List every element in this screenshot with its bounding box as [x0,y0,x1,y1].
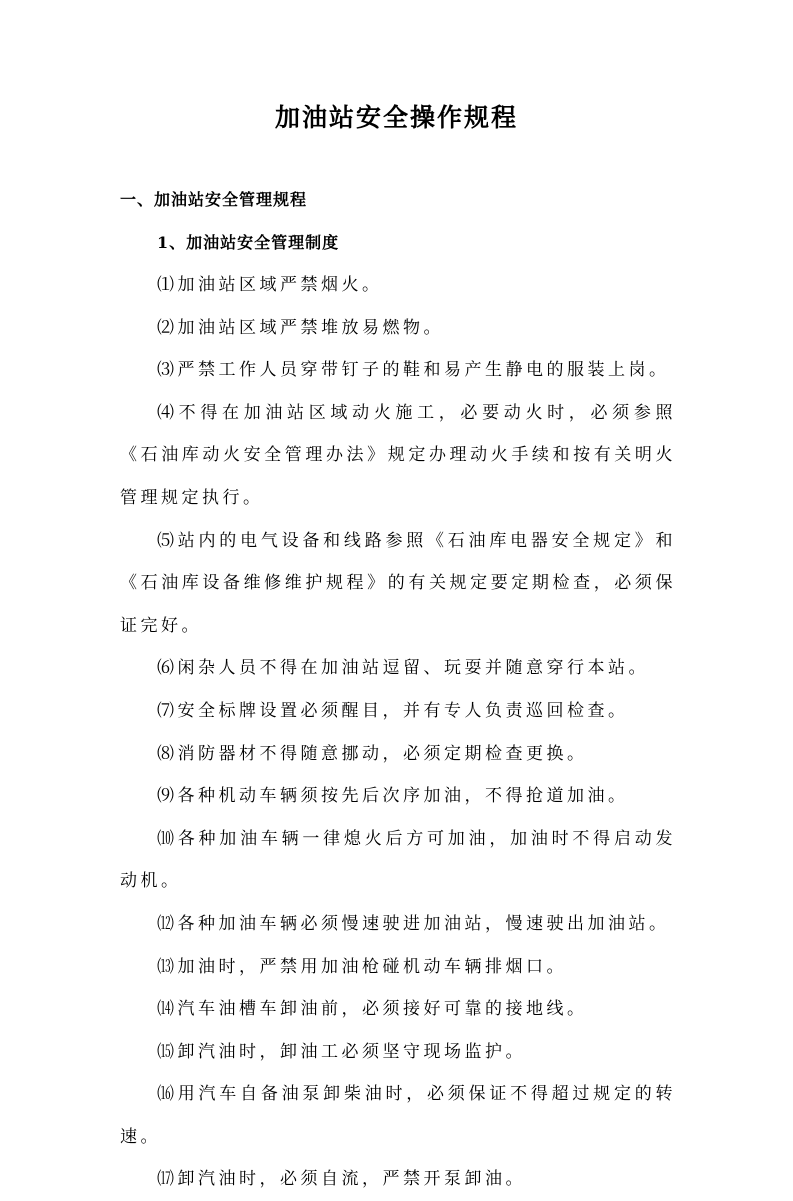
rule-item: ⑻消防器材不得随意挪动，必须定期检查更换。 [157,743,588,764]
rule-item: ⑿各种加油车辆必须慢速驶进加油站，慢速驶出加油站。 [157,913,670,934]
rule-item: ⑸站内的电气设备和线路参照《石油库电器安全规定》和《石油库设备维修维护规程》的有关规定要定期检查，必须保证完好。 [120,530,676,636]
rule-item: ⒂卸汽油时，卸油工必须坚守现场监护。 [157,1041,526,1062]
rule-item: ⒃用汽车自备油泵卸柴油时，必须保证不得超过规定的转速。 [120,1084,676,1147]
section-heading: 一、加油站安全管理规程 [120,190,308,209]
rule-item: ⑼各种机动车辆须按先后次序加油，不得抢道加油。 [157,786,629,807]
rule-item: ⒄卸汽油时，必须自流，严禁开泵卸油。 [157,1169,526,1190]
rules-list [120,264,676,1201]
document-title: 加油站安全操作规程 [274,103,518,132]
rule-item: ⑽各种加油车辆一律熄火后方可加油，加油时不得启动发动机。 [120,828,676,892]
rule-item: ⑹闲杂人员不得在加油站逗留、玩耍并随意穿行本站。 [157,658,649,679]
rule-item: ⑴加油站区域严禁烟火。 [157,275,383,295]
rule-item: ⑶严禁工作人员穿带钉子的鞋和易产生静电的服装上岗。 [157,360,670,381]
rule-item: ⑺安全标牌设置必须醒目，并有专人负责巡回检查。 [157,700,629,721]
rule-item: ⑵加油站区域严禁堆放易燃物。 [157,317,444,338]
rule-item: ⑷不得在加油站区域动火施工，必要动火时，必须参照《石油库动火安全管理办法》规定办理动火手续和按有关明火管理规定执行。 [120,402,676,508]
subsection-heading: 1、加油站安全管理制度 [157,233,340,252]
rule-item: ⒁汽车油槽车卸油前，必须接好可靠的接地线。 [157,999,588,1020]
rule-item: ⒀加油时，严禁用加油枪碰机动车辆排烟口。 [157,956,567,977]
